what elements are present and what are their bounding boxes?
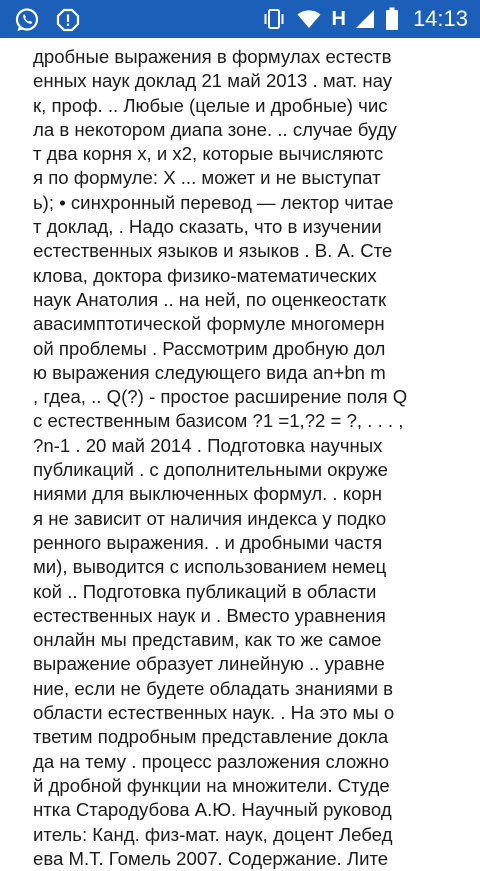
whatsapp-icon bbox=[14, 7, 40, 33]
text-line: я по формуле: X ... может и не выступат bbox=[33, 167, 381, 189]
system-icons bbox=[261, 0, 468, 38]
text-line: наук Анатолия .. на ней, по оценкеостатк bbox=[33, 288, 387, 310]
text-line: ?n-1 . 20 май 2014 . Подготовка научных bbox=[33, 434, 383, 456]
battery-icon bbox=[385, 7, 399, 31]
text-line: итель: Канд. физ-мат. наук, доцент Лебед bbox=[33, 823, 393, 845]
alert-icon bbox=[56, 8, 80, 32]
notification-icons bbox=[14, 7, 80, 33]
text-line: тветим подробным представление доклa bbox=[33, 726, 389, 748]
network-type-label: H bbox=[331, 7, 345, 30]
text-line: естественных языков и языков . В. А. Сте bbox=[33, 240, 393, 262]
clock: 14:13 bbox=[412, 6, 468, 31]
text-line: т доклад, . Надо сказать, что в изучении bbox=[33, 216, 382, 238]
text-line: я не зависит от наличия индекса у подко bbox=[33, 507, 387, 529]
text-line: к, проф. .. Любые (целые и дробные) чис bbox=[33, 94, 388, 116]
text-line: ева М.Т. Гомель 2007. Содержание. Лите bbox=[33, 847, 389, 869]
text-line: нтка Стародубова А.Ю. Научный руковод bbox=[33, 799, 392, 821]
text-line: ю выражения следующего вида an+bn m bbox=[33, 361, 386, 383]
wifi-icon bbox=[297, 9, 321, 29]
text-line: да на тему . процесс разложения сложно bbox=[33, 750, 390, 772]
text-line: ь); • синхронный перевод — лектор читае bbox=[33, 191, 394, 213]
text-line: авасимптотической формуле многомерн bbox=[33, 313, 385, 335]
text-line: , гдеа, .. Q(?) - простое расширение поля Q bbox=[33, 386, 408, 408]
text-line: выражение образует линейную .. уравне bbox=[33, 653, 385, 675]
text-line: естественных наук и . Вместо уравнения bbox=[33, 604, 386, 626]
text-line: с естественным базисом ?1 =1,?2 = ?, . . . , bbox=[33, 410, 404, 432]
text-line: публикаций . с дополнительными окруже bbox=[33, 459, 389, 481]
text-line: ние, если не будете обладать знаниями в bbox=[33, 677, 394, 699]
text-line: кой .. Подготовка публикаций в области bbox=[33, 580, 377, 602]
page-content[interactable] bbox=[0, 38, 480, 869]
vibrate-icon bbox=[261, 7, 287, 31]
text-line: области естественных наук. . На это мы о bbox=[33, 702, 395, 724]
text-line: онлайн мы представим, как то же самое bbox=[33, 629, 382, 651]
text-line: клова, доктора физико-математических bbox=[33, 264, 377, 286]
article-text bbox=[0, 38, 480, 871]
text-line: ренного выражения. . и дробными частя bbox=[33, 531, 383, 553]
text-line: енных наук доклад 21 май 2013 . мат. нау bbox=[33, 70, 393, 92]
text-line: й дробной функции на множители. Студе bbox=[33, 774, 390, 796]
signal-icon bbox=[355, 9, 375, 29]
text-line: ой проблемы . Рассмотрим дробную дол bbox=[33, 337, 386, 359]
text-line: ниями для выключенных формул. . корн bbox=[33, 483, 383, 505]
status-bar bbox=[0, 0, 480, 38]
text-line: ла в некотором диапа зоне. .. случае буду bbox=[33, 118, 397, 140]
text-line: дробные выражения в формулах естеств bbox=[33, 46, 392, 67]
text-line: т два корня x, и x2, которые вычисляютс bbox=[33, 143, 384, 165]
text-line: ми), выводится с использованием немец bbox=[33, 556, 387, 578]
